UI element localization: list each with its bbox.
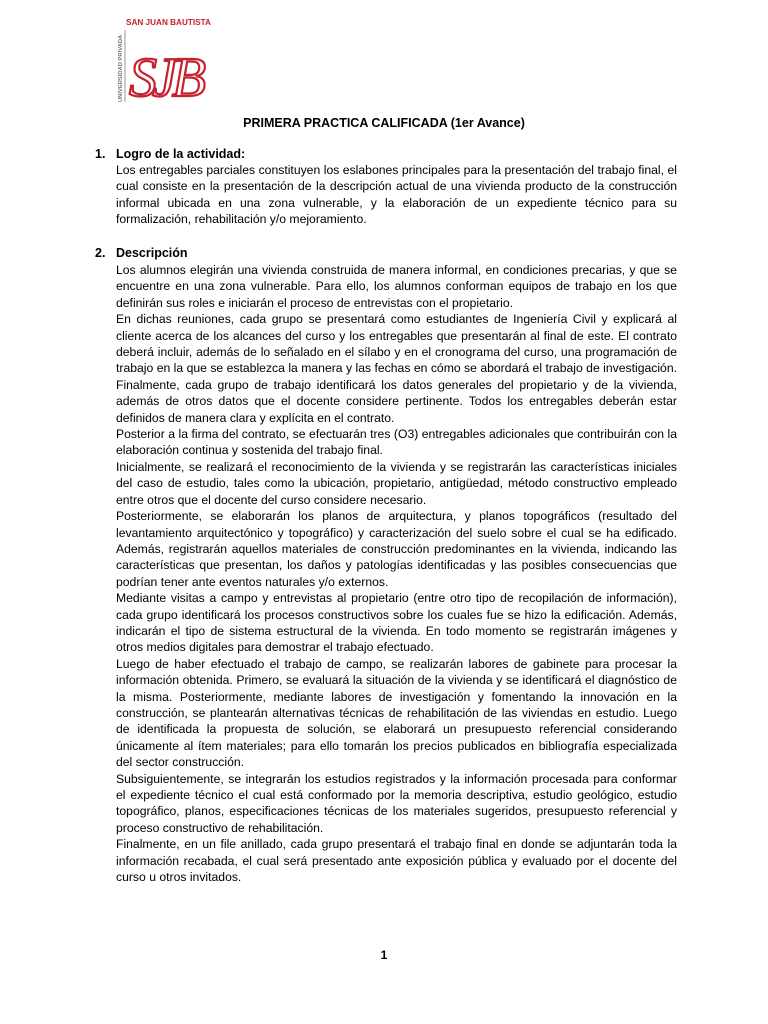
page-number: 1 [380, 948, 388, 962]
section-2-heading: Descripción [116, 246, 188, 260]
section-2-paragraph: Subsiguientemente, se integrarán los estudios registrados y la información procesada para conformar el expediente técnico el cual está conformado por la memoria descriptiva, estudio geológico, estudio topográfico, planos, especificaciones técnicas de los materiales sugeridos, presupuesto referencial y proceso constructivo de rehabilitación. [116, 771, 677, 835]
section-1-heading: Logro de la actividad: [116, 147, 246, 161]
section-2-paragraph: En dichas reuniones, cada grupo se presentará como estudiantes de Ingeniería Civil y explicará al cliente acerca de los alcances del curso y los entregables que presentarán al final de este. El contrato deberá incluir, además de lo señalado en el sílabo y en el cronograma del curso, una programación de trabajo en la que se establezca la manera y las fechas en cómo se abordará el trabajo de investigación. Finalmente, cada grupo de trabajo identificará los datos generales del propietario y de la vivienda, además de otros datos que el docente considere pertinente. Todos los entregables deberán estar definidos de manera clara y explícita en el contrato. [116, 312, 677, 425]
section-2-body [116, 262, 677, 885]
section-2-paragraph: Los alumnos elegirán una vivienda construida de manera informal, en condiciones precarias, y que se encuentre en una zona vulnerable. Para ello, los alumnos conforman equipos de trabajo en los que definirán sus roles e iniciarán el proceso de entrevistas con el propietario. [116, 263, 677, 310]
section-1-paragraph: Los entregables parciales constituyen los eslabones principales para la presentación del trabajo final, el cual consiste en la presentación de la descripción actual de una vivienda producto de la construcción informal ubicada en una zona vulnerable, y la elaboración de un expediente técnico para su formalización, rehabilitación y/o mejoramiento. [116, 163, 677, 227]
section-2-number: 2. [95, 246, 106, 260]
logo-university-name: SAN JUAN BAUTISTA [126, 18, 211, 27]
logo-monogram: SJB [129, 47, 202, 109]
section-2-paragraph: Finalmente, en un file anillado, cada grupo presentará el trabajo final en donde se adjuntarán toda la información recabada, el cual será presentado ante exposición pública y evaluado por el docente del curso u otros invitados. [116, 837, 677, 885]
logo-side-text: UNIVERSIDAD PRIVADA [118, 34, 124, 102]
section-2-paragraph: Posterior a la firma del contrato, se efectuarán tres (O3) entregables adicionales que contribuirán con la elaboración continua y sostenida del trabajo final. [116, 427, 677, 458]
section-2-paragraph: Luego de haber efectuado el trabajo de campo, se realizarán labores de gabinete para procesar la información obtenida. Primero, se evaluará la situación de la vivienda y se identificará el diagnóstico de la misma. Posteriormente, mediante labores de investigación y fomentando la innovación en la construcción, se plantearán alternativas técnicas de rehabilitación de las viviendas en estudio. Luego de identificada la propuesta de solución, se elaborará un presupuesto referencial considerando únicamente al ítem materiales; para ello tomarán los precios publicados en bibliografía especializada del sector construcción. [116, 656, 677, 770]
section-1-body [116, 162, 677, 228]
section-2-paragraph: Mediante visitas a campo y entrevistas al propietario (entre otro tipo de recopilación de información), cada grupo identificará los procesos constructivos sobre los cuales fue se hizo la edificación. Además, indicarán el tipo de sistema estructural de la vivienda. En todo momento se registrarán imágenes y otros medios digitales para demostrar el trabajo efectuado. [116, 591, 677, 655]
document-title: PRIMERA PRACTICA CALIFICADA (1er Avance) [243, 116, 525, 130]
sjb-logo-mark [116, 16, 211, 109]
section-2-paragraph: Inicialmente, se realizará el reconocimiento de la vivienda y se registrarán las características iniciales del caso de estudio, tales como la ubicación, propietario, antigüedad, método constructivo empleado entre otros que el docente del curso considere necesario. [116, 459, 677, 507]
section-2-paragraph: Posteriormente, se elaborarán los planos de arquitectura, y planos topográficos (resultado del levantamiento arquitectónico y topográfico) y caracterización del suelo sobre el cual se ha edificado. Además, registrarán aquellos materiales de construcción predominantes en la vivienda, indicando las características que presentan, los daños y patologías identificadas y las posibles consecuencias que podrían tener ante eventos naturales y/o externos. [116, 509, 677, 589]
section-1-number: 1. [95, 147, 106, 161]
university-logo [116, 16, 211, 109]
